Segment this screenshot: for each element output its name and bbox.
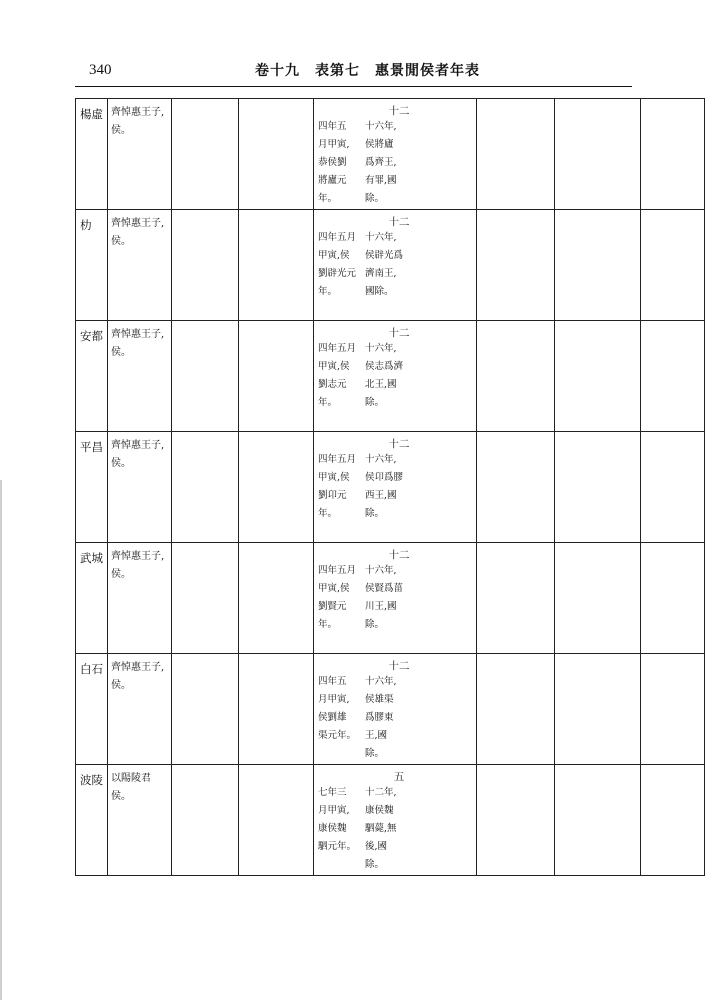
origin-cell: 以陽陵君侯。	[108, 765, 172, 876]
event-text: 十六年, 侯將廬 爲齊王, 有罪,國 除。	[365, 121, 397, 204]
table-row	[76, 432, 705, 543]
year-count: 十二	[388, 105, 410, 117]
fief-cell: 波陵	[76, 765, 108, 876]
table-row	[76, 765, 705, 876]
reign-cell-empty	[239, 99, 314, 210]
table-row	[76, 654, 705, 765]
origin-cell: 齊悼惠王子,侯。	[108, 543, 172, 654]
reign-cell-empty	[555, 321, 641, 432]
reign-cell-empty	[477, 432, 555, 543]
reign-cell-empty	[555, 543, 641, 654]
reign-cell-empty	[641, 321, 705, 432]
page-scan-edge	[0, 480, 2, 1000]
fief-cell: 平昌	[76, 432, 108, 543]
chronology-table	[75, 98, 705, 876]
fief-cell: 楊虛	[76, 99, 108, 210]
event-text: 四年五月 甲寅,侯 劉辟光元 年。	[318, 232, 357, 297]
table-row	[76, 210, 705, 321]
reign-cell-empty	[239, 654, 314, 765]
year-count: 十二	[388, 549, 410, 561]
event-text: 十六年, 侯志爲濟 北王,國 除。	[365, 343, 404, 408]
origin-cell: 齊悼惠王子,侯。	[108, 99, 172, 210]
reign-cell-events	[314, 543, 477, 654]
fief-cell: 安都	[76, 321, 108, 432]
event-text: 七年三 月甲寅, 康侯魏 駟元年。	[318, 787, 357, 852]
reign-cell-events	[314, 99, 477, 210]
header-rule	[75, 86, 632, 87]
event-text: 四年五 月甲寅, 恭侯劉 將廬元 年。	[318, 121, 350, 204]
reign-cell-empty	[641, 99, 705, 210]
reign-cell-empty	[477, 99, 555, 210]
origin-cell: 齊悼惠王子,侯。	[108, 654, 172, 765]
reign-cell-empty	[641, 210, 705, 321]
page-number: 340	[89, 62, 112, 78]
reign-cell-empty	[239, 543, 314, 654]
reign-cell-empty	[172, 432, 239, 543]
table-row	[76, 543, 705, 654]
table-row	[76, 321, 705, 432]
reign-cell-empty	[172, 99, 239, 210]
reign-cell-empty	[555, 432, 641, 543]
fief-cell: 武城	[76, 543, 108, 654]
reign-cell-empty	[641, 543, 705, 654]
event-text: 四年五月 甲寅,侯 劉志元 年。	[318, 343, 357, 408]
reign-cell-empty	[172, 654, 239, 765]
table-row	[76, 99, 705, 210]
origin-cell: 齊悼惠王子,侯。	[108, 432, 172, 543]
year-count: 十二	[388, 660, 410, 672]
reign-cell-empty	[239, 210, 314, 321]
reign-cell-events	[314, 321, 477, 432]
fief-cell: 白石	[76, 654, 108, 765]
reign-cell-empty	[641, 654, 705, 765]
reign-cell-empty	[555, 99, 641, 210]
reign-cell-empty	[477, 321, 555, 432]
reign-cell-empty	[239, 321, 314, 432]
reign-cell-empty	[239, 432, 314, 543]
fief-cell: 朸	[76, 210, 108, 321]
reign-cell-empty	[172, 321, 239, 432]
reign-cell-empty	[641, 432, 705, 543]
reign-cell-empty	[477, 210, 555, 321]
event-text: 四年五 月甲寅, 侯劉雄 渠元年。	[318, 676, 357, 741]
event-text: 四年五月 甲寅,侯 劉賢元 年。	[318, 565, 357, 630]
reign-cell-empty	[555, 210, 641, 321]
event-text: 十六年, 侯卬爲膠 西王,國 除。	[365, 454, 404, 519]
reign-cell-empty	[172, 765, 239, 876]
running-title: 卷十九 表第七 惠景閒侯者年表	[255, 63, 480, 79]
reign-cell-empty	[239, 765, 314, 876]
event-text: 十六年, 侯賢爲菑 川王,國 除。	[365, 565, 404, 630]
reign-cell-events	[314, 432, 477, 543]
reign-cell-empty	[641, 765, 705, 876]
reign-cell-empty	[477, 543, 555, 654]
reign-cell-empty	[172, 210, 239, 321]
year-count: 十二	[388, 438, 410, 450]
reign-cell-events	[314, 210, 477, 321]
reign-cell-empty	[555, 765, 641, 876]
reign-cell-empty	[477, 654, 555, 765]
event-text: 四年五月 甲寅,侯 劉卬元 年。	[318, 454, 357, 519]
event-text: 十六年, 侯辟光爲 濟南王, 國除。	[365, 232, 404, 297]
year-count: 十二	[388, 216, 410, 228]
origin-cell: 齊悼惠王子,侯。	[108, 321, 172, 432]
event-text: 十二年, 康侯魏 駟薨,無 後,國 除。	[365, 787, 397, 870]
event-text: 十六年, 侯雄渠 爲膠東 王,國 除。	[365, 676, 397, 759]
reign-cell-events	[314, 654, 477, 765]
reign-cell-empty	[172, 543, 239, 654]
reign-cell-empty	[477, 765, 555, 876]
origin-cell: 齊悼惠王子,侯。	[108, 210, 172, 321]
year-count: 十二	[388, 327, 410, 339]
reign-cell-empty	[555, 654, 641, 765]
reign-cell-events	[314, 765, 477, 876]
year-count: 五	[393, 771, 405, 783]
